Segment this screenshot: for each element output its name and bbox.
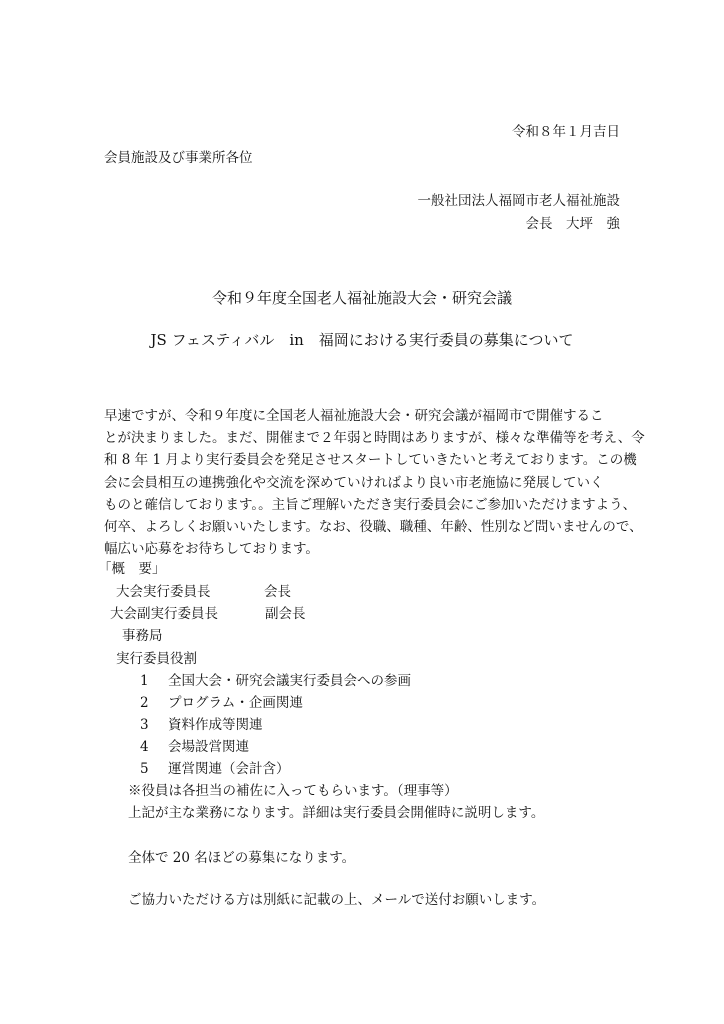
sender-organization: 一般社団法人福岡市老人福祉施設 [417,193,620,209]
officer-note: ※役員は各担当の補佐に入ってもらいます。（理事等） [128,783,458,799]
body-line: 幅広い応募をお待ちしております。 [104,541,319,558]
document-title-line-2: JS フェスティバル in 福岡における実行委員の募集について [150,331,574,349]
addressee: 会員施設及び事業所各位 [104,150,253,166]
body-line: ものと確信しております。。主旨ご理解いただき実行委員会にご参加いただけますよう、 [104,496,637,513]
role-holder: 会長 [264,584,291,600]
duty-text: 運営関連（会計含） [168,761,290,777]
duties-heading: 実行委員役割 [116,651,197,667]
duty-number: 3 [140,717,149,733]
duty-number: 1 [140,673,149,689]
body-line: 早速ですが、令和９年度に全国老人福祉施設大会・研究会議が福岡市で開催するこ [104,408,604,424]
duty-number: 4 [140,739,149,755]
duty-text: 資料作成等関連 [168,717,263,733]
body-line: 和 8 年 1 月より実行委員会を発足させスタートしていきたいと考えております。この機 [104,452,637,469]
body-line: 何卒、よろしくお願いいたします。なお、役職、職種、年齢、性別など問いませんので、 [104,519,643,536]
role-title: 大会実行委員長 [116,584,211,600]
role-row [110,605,218,623]
duties-summary: 上記が主な業務になります。詳細は実行委員会開催時に説明します。 [128,805,545,821]
recruit-count: 全体で 20 名ほどの募集になります。 [128,850,356,866]
document-title-line-1: 令和９年度全国老人福祉施設大会・研究会議 [211,289,512,307]
body-line: とが決まりました。まだ、開催まで２年弱と時間はありますが、様々な準備等を考え、令 [104,430,645,447]
body-line: 会に会員相互の連携強化や交流を深めていければより良い市老施協に発展していく [104,474,604,491]
role-row [116,583,211,601]
body-paragraph [104,405,645,560]
duty-text: 会場設営関連 [168,739,249,755]
duty-number: 2 [140,695,149,711]
role-title: 大会副実行委員長 [110,606,218,622]
duty-text: プログラム・企画関連 [168,695,303,711]
office-label: 事務局 [122,628,163,644]
sender-name: 会長 大坪 強 [525,216,620,232]
document-date: 令和８年１月吉日 [512,124,620,140]
duty-number: 5 [140,761,149,777]
role-holder: 副会長 [265,606,306,622]
duty-text: 全国大会・研究会議実行委員会への参画 [168,673,411,689]
submission-request: ご協力いただける方は別紙に記載の上、メールで送付お願いします。 [128,892,546,908]
outline-heading: 「概 要」 [98,561,166,577]
